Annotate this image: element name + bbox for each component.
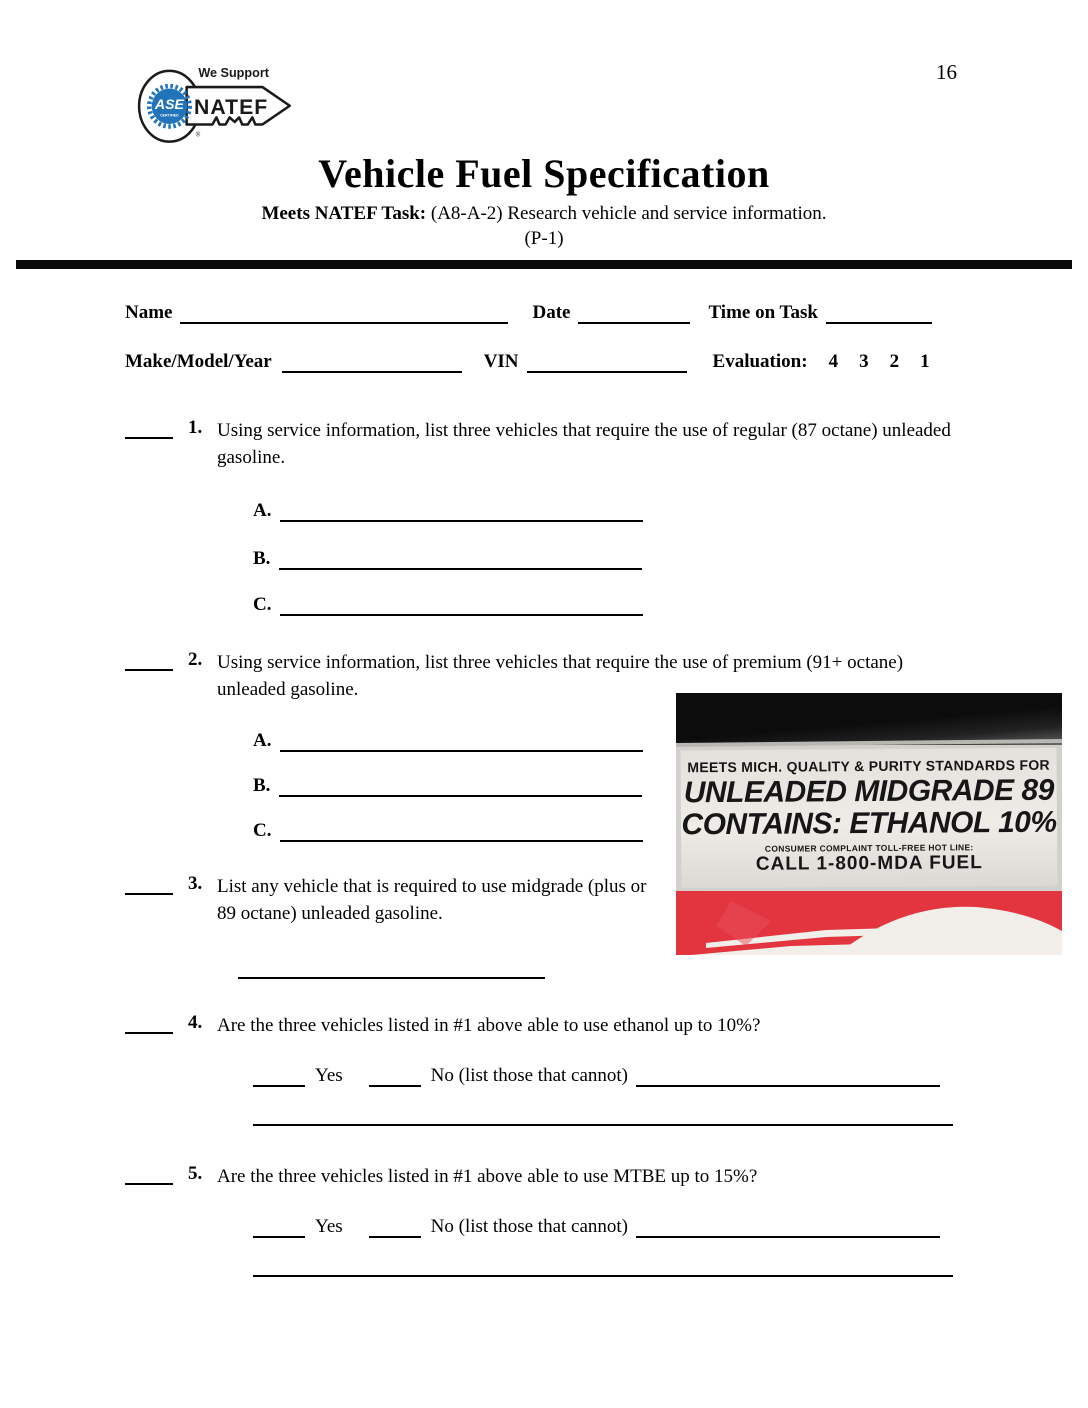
no-label: No (list those that cannot): [430, 1216, 629, 1237]
question-4-text: Are the three vehicles listed in #1 above able to use ethanol up to 10%?: [217, 1015, 761, 1036]
question-2-answer-c-field[interactable]: [280, 818, 643, 842]
question-5: [125, 1163, 1088, 1190]
natef-text: NATEF: [194, 95, 269, 119]
date-field[interactable]: [578, 302, 690, 324]
time-on-task-label: Time on Task: [708, 302, 818, 323]
question-2-answer-a-field[interactable]: [280, 728, 643, 752]
time-on-task-field[interactable]: [826, 302, 932, 324]
question-5-text: Are the three vehicles listed in #1 above able to use MTBE up to 15%?: [217, 1166, 758, 1187]
priority-code: (P-1): [524, 228, 564, 249]
ase-text: ASE: [154, 95, 184, 112]
no-label: No (list those that cannot): [430, 1065, 629, 1086]
question-1-text: Using service information, list three vehicles that require the use of regular (87 octane) unleaded gasoline.: [217, 420, 951, 468]
evaluation-score-2: 2: [889, 351, 900, 372]
page-number: 16: [936, 60, 957, 84]
label-phone-text: CALL 1-800-MDA FUEL: [755, 852, 983, 875]
answer-letter-a: A.: [253, 730, 272, 751]
natef-task-line: [0, 203, 1088, 225]
question-3-text: List any vehicle that is required to use midgrade (plus or 89 octane) unleaded gasoline.: [217, 876, 647, 924]
question-4-number: 4.: [188, 1012, 203, 1033]
pump-swoosh-graphic: [676, 891, 1062, 955]
question-1-answer-b-field[interactable]: [279, 546, 642, 570]
question-1-answer-c-field[interactable]: [280, 592, 643, 616]
label-standards-text: MEETS MICH. QUALITY & PURITY STANDARDS FOR: [687, 756, 1051, 776]
vin-field[interactable]: [527, 351, 687, 373]
question-1-answer-a-field[interactable]: [280, 498, 643, 522]
evaluation-label: Evaluation:: [712, 351, 808, 372]
question-3-score-blank[interactable]: [125, 873, 173, 895]
evaluation-score-1: 1: [920, 351, 930, 372]
pump-black-panel: [676, 693, 1062, 745]
question-1: [125, 417, 1088, 471]
info-row-1: [125, 302, 1088, 324]
yes-label: Yes: [315, 1216, 343, 1237]
task-text: (A8-A-2) Research vehicle and service information.: [430, 203, 827, 224]
make-model-year-label: Make/Model/Year: [125, 351, 272, 372]
answer-letter-c: C.: [253, 594, 272, 615]
label-grade-text: UNLEADED MIDGRADE 89: [683, 773, 1054, 810]
pump-red-panel: [676, 891, 1062, 955]
name-field[interactable]: [180, 302, 508, 324]
question-5-yes-field[interactable]: [253, 1214, 305, 1238]
question-4-score-blank[interactable]: [125, 1012, 173, 1034]
name-label: Name: [125, 302, 173, 323]
yes-label: Yes: [315, 1065, 343, 1086]
registered-mark: ®: [195, 132, 201, 139]
question-3-number: 3.: [188, 873, 203, 894]
question-2-answer-b-field[interactable]: [279, 773, 642, 797]
question-5-no-field[interactable]: [369, 1214, 421, 1238]
question-4: [125, 1012, 1088, 1039]
question-5-yes-no-row: [253, 1214, 1088, 1238]
header-divider: [16, 260, 1072, 269]
label-ethanol-text: CONTAINS: ETHANOL 10%: [681, 805, 1057, 842]
answer-letter-b: B.: [253, 775, 271, 796]
natef-ase-logo: [130, 55, 312, 155]
answer-letter-a: A.: [253, 500, 272, 521]
question-2-score-blank[interactable]: [125, 649, 173, 671]
date-label: Date: [532, 302, 571, 323]
task-label: Meets NATEF Task:: [261, 203, 427, 224]
question-1-number: 1.: [188, 417, 203, 438]
question-1-answer-b: [253, 546, 1088, 570]
question-5-answer-field[interactable]: [253, 1275, 953, 1277]
question-5-score-blank[interactable]: [125, 1163, 173, 1185]
ase-certified-text: CERTIFIED: [160, 113, 179, 118]
question-3-answer-field[interactable]: [238, 977, 545, 979]
info-row-2: [125, 351, 1088, 373]
answer-letter-c: C.: [253, 820, 272, 841]
key-logo-graphic: [130, 55, 312, 155]
question-4-yes-field[interactable]: [253, 1063, 305, 1087]
make-model-year-field[interactable]: [282, 351, 462, 373]
question-1-score-blank[interactable]: [125, 417, 173, 439]
question-1-answer-a: [253, 498, 1088, 522]
fuel-pump-label-photo: [676, 693, 1062, 955]
question-4-no-field[interactable]: [369, 1063, 421, 1087]
question-5-cannot-list-field[interactable]: [636, 1214, 940, 1238]
question-4-cannot-list-field[interactable]: [636, 1063, 940, 1087]
question-4-answer-field[interactable]: [253, 1124, 953, 1126]
we-support-text: We Support: [198, 65, 269, 80]
evaluation-score-4: 4: [828, 351, 839, 372]
pump-label: [681, 748, 1058, 889]
question-2-number: 2.: [188, 649, 203, 670]
answer-letter-b: B.: [253, 548, 271, 569]
question-5-number: 5.: [188, 1163, 203, 1184]
vin-label: VIN: [483, 351, 519, 372]
question-1-answer-c: [253, 592, 1088, 616]
evaluation-score-3: 3: [859, 351, 869, 372]
question-4-yes-no-row: [253, 1063, 1088, 1087]
label-hotline-caption: CONSUMER COMPLAINT TOLL-FREE HOT LINE:: [764, 842, 974, 854]
question-2-text: Using service information, list three vehicles that require the use of premium (91+ octane) unleaded gasoline.: [217, 652, 904, 700]
page-title: Vehicle Fuel Specification: [318, 151, 770, 196]
